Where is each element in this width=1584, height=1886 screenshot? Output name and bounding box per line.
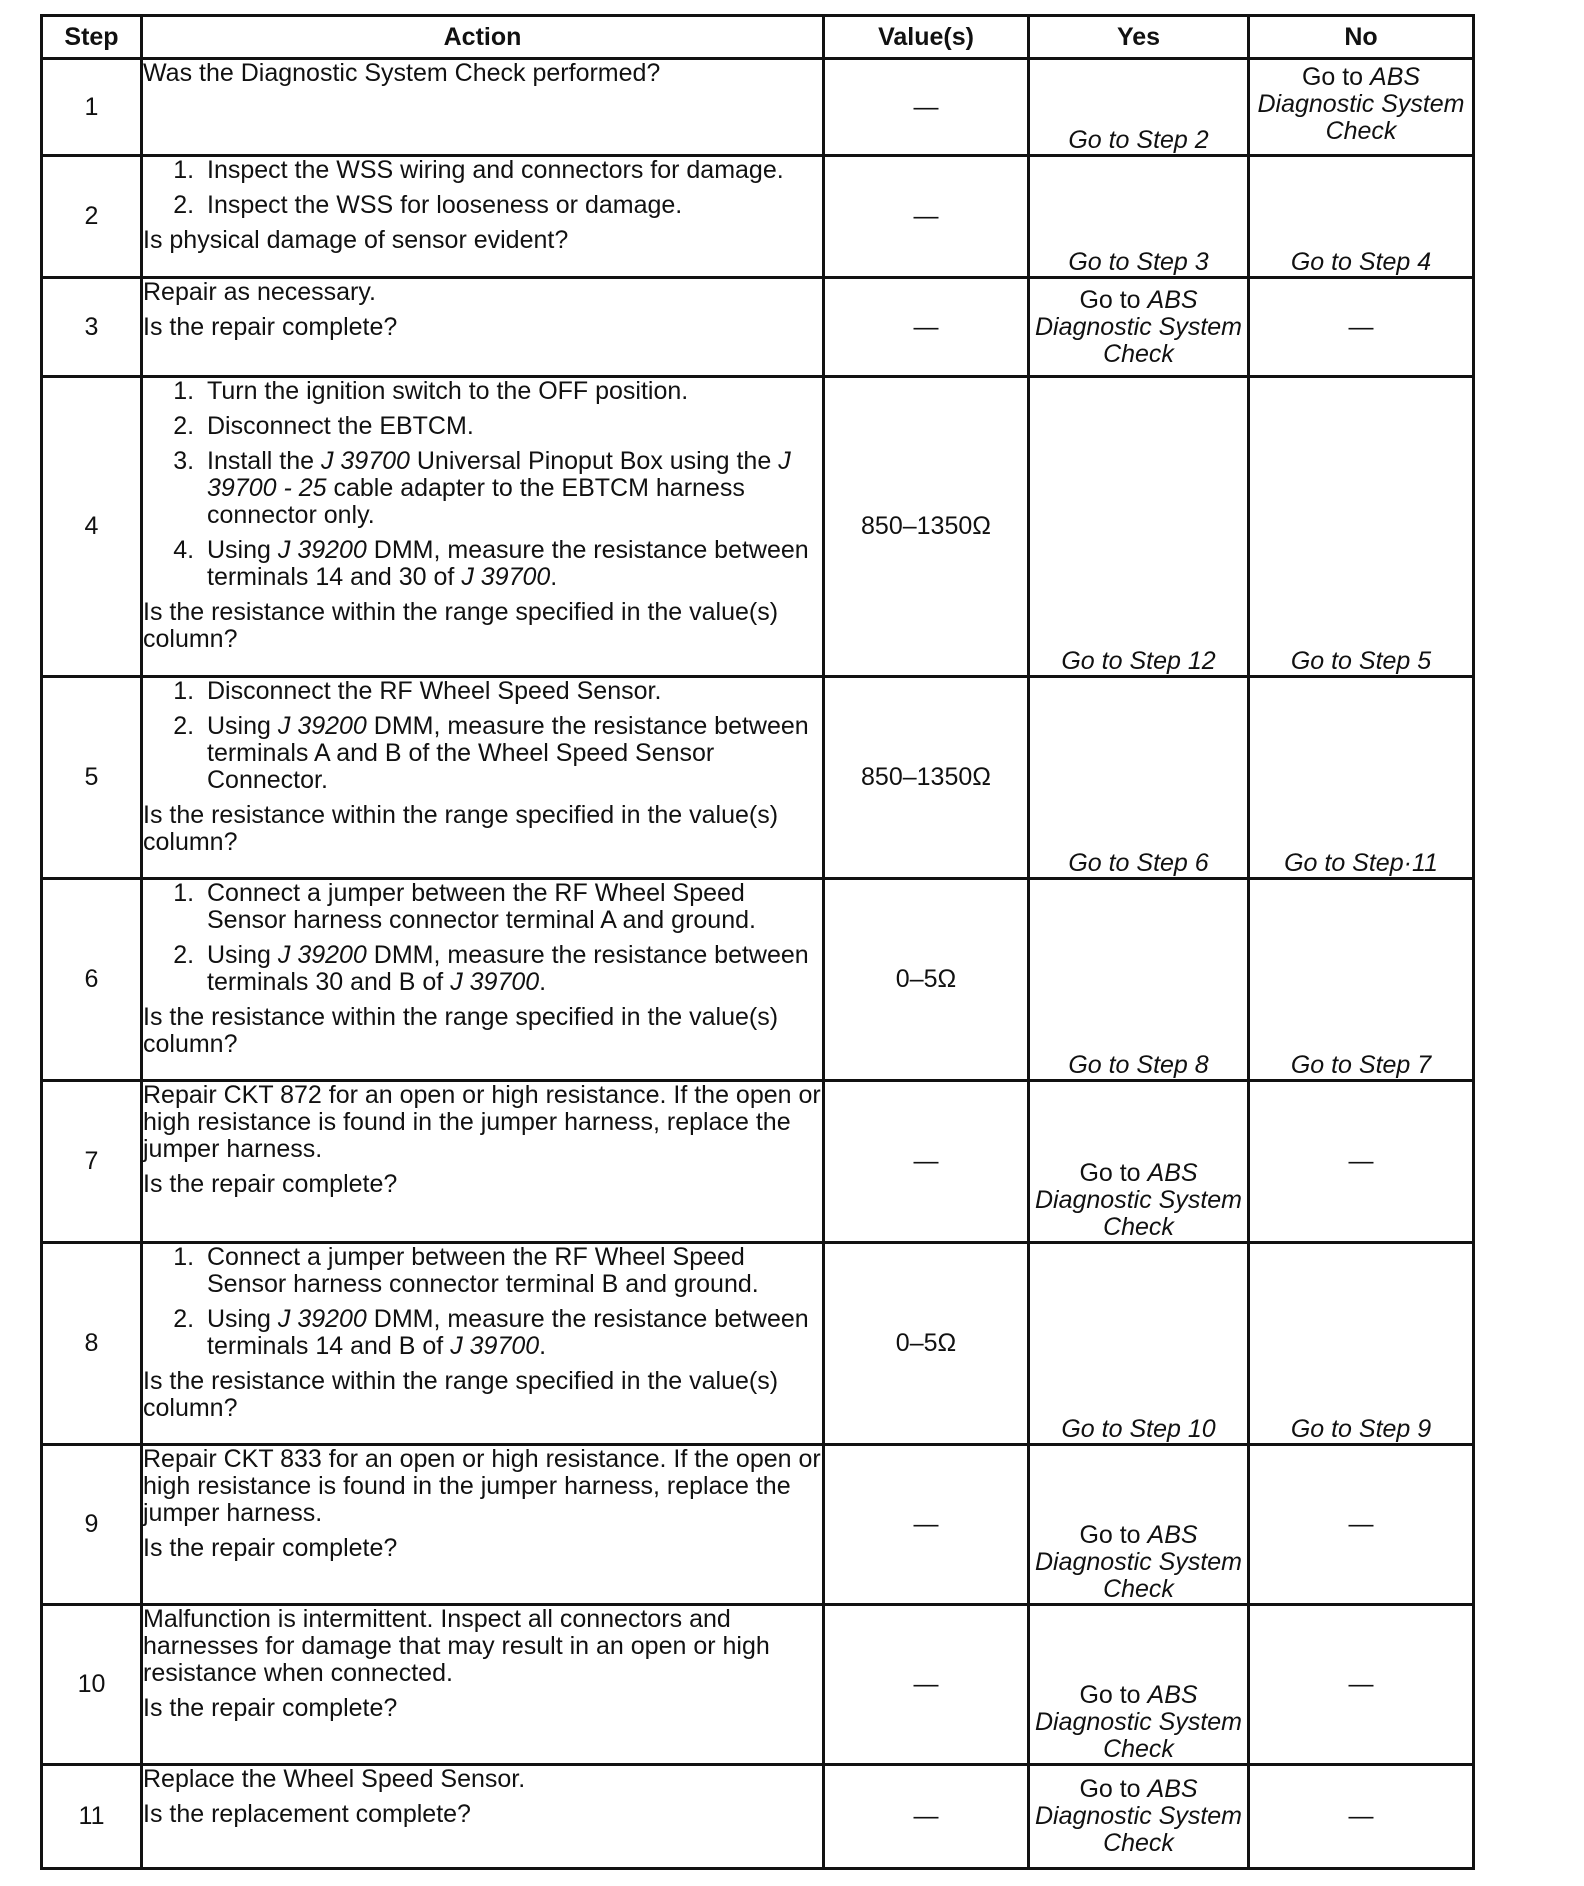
table-row (42, 156, 1474, 278)
check-name: ABS Diagnostic System Check (1034, 1681, 1243, 1763)
tool-ref: J 39700 (450, 968, 540, 996)
action-list (143, 378, 822, 591)
action-cell (142, 1605, 824, 1765)
action-question: Is the resistance within the range specified in the value(s) column? (143, 801, 779, 856)
action-question: Is the resistance within the range specified in the value(s) column? (143, 598, 779, 653)
yes-cell: Go to Step 2 (1029, 59, 1249, 156)
action-item (201, 942, 822, 996)
yes-cell (1029, 278, 1249, 377)
step-number: 4 (42, 377, 142, 677)
action-question: Is physical damage of sensor evident? (143, 226, 569, 254)
check-name: ABS Diagnostic System Check (1257, 63, 1465, 145)
yes-cell: Go to Step 10 (1029, 1243, 1249, 1445)
action-item: 2. Disconnect the EBTCM. (201, 413, 822, 440)
action-text: Repair CKT 872 for an open or high resistance. If the open or high resistance is found in the jumper harness, replace the jumper harness. (143, 1081, 821, 1163)
text: Using (207, 1305, 278, 1333)
action-cell (142, 156, 824, 278)
action-question: Is the replacement complete? (143, 1800, 471, 1828)
step-number: 10 (42, 1605, 142, 1765)
value-cell: 850–1350Ω (824, 377, 1029, 677)
yes-cell (1029, 1765, 1249, 1869)
action-text: Malfunction is intermittent. Inspect all connectors and harnesses for damage that may result in an open or high resistance when connected. (143, 1605, 770, 1687)
text: Install the (207, 447, 321, 475)
tool-ref: J 39700 (461, 563, 551, 591)
value-cell: — (824, 1765, 1029, 1869)
action-cell (142, 1243, 824, 1445)
value-cell: — (824, 1081, 1029, 1243)
action-list (143, 678, 822, 794)
action-item: 2. Inspect the WSS for looseness or damage. (201, 192, 822, 219)
no-cell: Go to Step·11 (1249, 677, 1474, 879)
text: Using (207, 941, 278, 969)
text: . (539, 968, 547, 996)
action-question: Is the repair complete? (143, 1170, 398, 1198)
action-item: 1. Inspect the WSS wiring and connectors for damage. (201, 157, 822, 184)
value-cell: — (824, 156, 1029, 278)
no-cell: Go to Step 4 (1249, 156, 1474, 278)
action-list (143, 880, 822, 996)
action-question: Was the Diagnostic System Check performed? (143, 59, 661, 87)
table-row (42, 1605, 1474, 1765)
action-question: Is the repair complete? (143, 313, 398, 341)
tool-ref: J 39700 - 25 (207, 447, 791, 502)
no-cell (1249, 278, 1474, 377)
action-cell (142, 59, 824, 156)
action-item (201, 448, 822, 529)
action-question: Is the repair complete? (143, 1534, 398, 1562)
action-cell (142, 377, 824, 677)
no-cell: Go to Step 5 (1249, 377, 1474, 677)
action-item (201, 713, 822, 794)
action-text: Repair as necessary. (143, 278, 376, 306)
table-row (42, 278, 1474, 377)
go-to-text: Go to (1079, 285, 1148, 314)
check-name: ABS Diagnostic System Check (1034, 1521, 1243, 1603)
check-name: ABS Diagnostic System Check (1034, 1159, 1243, 1241)
go-to-text: Go to (1079, 1775, 1148, 1803)
table-row (42, 879, 1474, 1081)
text: cable adapter to the EBTCM harness connector only. (207, 474, 745, 529)
text: DMM, measure the resistance between terminals A and B of the Wheel Speed Sensor Connector. (207, 712, 809, 794)
text: Universal Pinoput Box using the (409, 447, 779, 475)
no-cell: Go to Step 9 (1249, 1243, 1474, 1445)
go-to-text: Go to (1079, 1159, 1148, 1187)
action-item: 1. Connect a jumper between the RF Wheel Speed Sensor harness connector terminal A and ground. (201, 880, 822, 934)
action-cell (142, 1081, 824, 1243)
yes-cell (1029, 1445, 1249, 1605)
action-cell (142, 278, 824, 377)
table-row (42, 1445, 1474, 1605)
value-cell: — (824, 1445, 1029, 1605)
step-number: 5 (42, 677, 142, 879)
yes-cell (1029, 1605, 1249, 1765)
step-number: 1 (42, 59, 142, 156)
diagnostic-table (40, 14, 1475, 1870)
step-number: 7 (42, 1081, 142, 1243)
action-question: Is the repair complete? (143, 1694, 398, 1722)
no-cell: Go to Step 7 (1249, 879, 1474, 1081)
step-number: 8 (42, 1243, 142, 1445)
step-number: 3 (42, 278, 142, 377)
tool-ref: J 39700 (450, 1332, 540, 1360)
action-item (201, 1306, 822, 1360)
tool-ref: J 39200 (277, 941, 367, 969)
table-row (42, 1243, 1474, 1445)
action-text: Repair CKT 833 for an open or high resistance. If the open or high resistance is found in the jumper harness, replace the jumper harness. (143, 1445, 821, 1527)
dash: — (1348, 1510, 1374, 1538)
text: Using (207, 536, 278, 564)
check-name: ABS Diagnostic System Check (1034, 285, 1243, 368)
header-action: Action (142, 16, 824, 59)
text: DMM, measure the resistance between terminals 14 and 30 of (207, 536, 809, 591)
tool-ref: J 39200 (277, 536, 367, 564)
yes-cell (1029, 1081, 1249, 1243)
step-number: 6 (42, 879, 142, 1081)
action-question: Is the resistance within the range specified in the value(s) column? (143, 1003, 779, 1058)
value-cell: — (824, 1605, 1029, 1765)
step-number: 9 (42, 1445, 142, 1605)
no-cell (1249, 1605, 1474, 1765)
action-item: 1. Turn the ignition switch to the OFF position. (201, 378, 822, 405)
header-step: Step (42, 16, 142, 59)
table-row (42, 1765, 1474, 1869)
text: Using (207, 712, 278, 740)
no-cell (1249, 1081, 1474, 1243)
value-cell: 850–1350Ω (824, 677, 1029, 879)
yes-cell: Go to Step 3 (1029, 156, 1249, 278)
action-item: 1. Connect a jumper between the RF Wheel Speed Sensor harness connector terminal B and ground. (201, 1244, 822, 1298)
step-number: 2 (42, 156, 142, 278)
tool-ref: J 39700 (320, 447, 410, 475)
go-to-text: Go to (1079, 1681, 1148, 1709)
action-cell (142, 1445, 824, 1605)
step-number: 11 (42, 1765, 142, 1869)
header-row (42, 16, 1474, 59)
action-cell (142, 1765, 824, 1869)
text: DMM, measure the resistance between terminals 30 and B of (207, 941, 809, 996)
table-row (42, 677, 1474, 879)
header-values: Value(s) (824, 16, 1029, 59)
no-cell (1249, 59, 1474, 156)
action-text: Replace the Wheel Speed Sensor. (143, 1765, 526, 1793)
dash: — (1348, 1147, 1374, 1175)
header-yes: Yes (1029, 16, 1249, 59)
yes-cell: Go to Step 6 (1029, 677, 1249, 879)
no-cell (1249, 1765, 1474, 1869)
value-cell: 0–5Ω (824, 1243, 1029, 1445)
table-row (42, 1081, 1474, 1243)
yes-cell: Go to Step 8 (1029, 879, 1249, 1081)
go-to-text: Go to (1079, 1521, 1148, 1549)
action-question: Is the resistance within the range specified in the value(s) column? (143, 1367, 779, 1422)
text: . (539, 1332, 547, 1360)
yes-cell: Go to Step 12 (1029, 377, 1249, 677)
value-cell: — (824, 59, 1029, 156)
header-no: No (1249, 16, 1474, 59)
action-item: 1. Disconnect the RF Wheel Speed Sensor. (201, 678, 822, 705)
dash: — (1348, 1802, 1374, 1830)
action-list (143, 1244, 822, 1360)
action-item (201, 537, 822, 591)
value-cell: — (824, 278, 1029, 377)
value-cell: 0–5Ω (824, 879, 1029, 1081)
table-row (42, 377, 1474, 677)
text: . (550, 563, 558, 591)
tool-ref: J 39200 (277, 712, 367, 740)
go-to-text: Go to (1301, 63, 1371, 91)
text: DMM, measure the resistance between terminals 14 and B of (207, 1305, 809, 1360)
tool-ref: J 39200 (277, 1305, 367, 1333)
dash: — (1348, 1670, 1374, 1698)
action-cell (142, 879, 824, 1081)
dash: — (1348, 312, 1374, 341)
action-list (143, 157, 822, 219)
action-cell (142, 677, 824, 879)
check-name: ABS Diagnostic System Check (1034, 1775, 1243, 1857)
table-row (42, 59, 1474, 156)
no-cell (1249, 1445, 1474, 1605)
